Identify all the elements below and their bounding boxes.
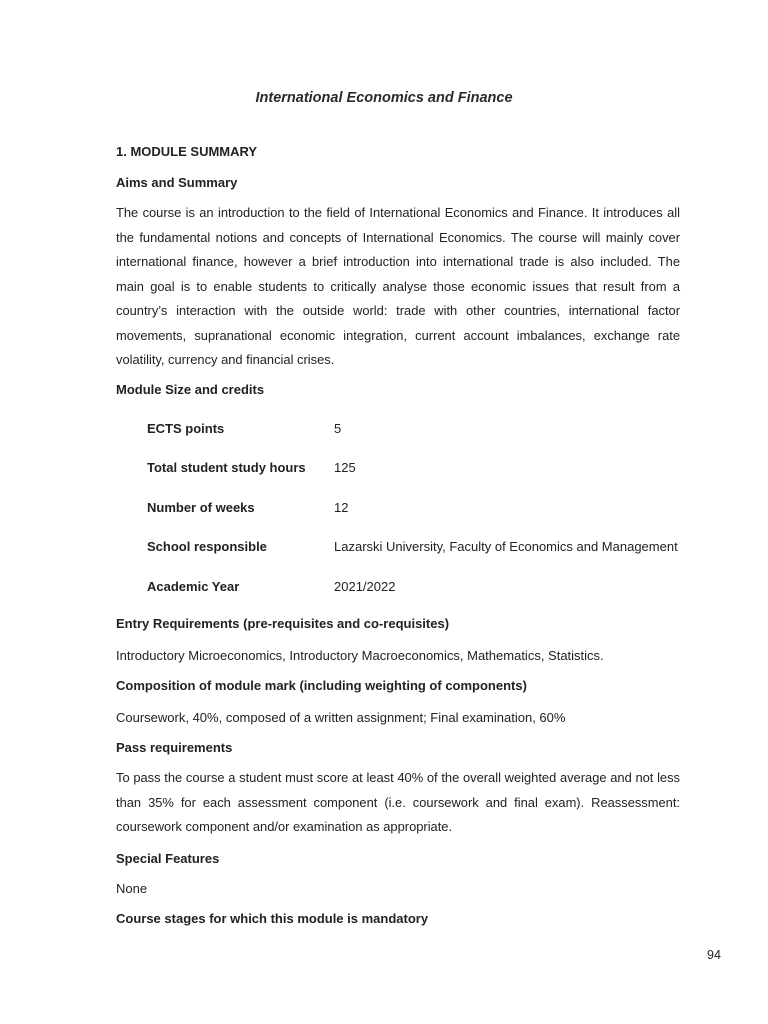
aims-paragraph <box>116 201 680 373</box>
composition-heading: Composition of module mark (including weighting of components) <box>116 678 527 693</box>
weeks-label: Number of weeks <box>147 500 255 515</box>
aims-line: movements, supranational economic integration, current account imbalances, exchange rate <box>116 327 680 343</box>
document-title: International Economics and Finance <box>255 90 513 106</box>
study-hours-value: 125 <box>334 460 356 475</box>
module-size-heading: Module Size and credits <box>116 382 265 397</box>
special-text: None <box>116 881 148 896</box>
aims-line: the fundamental notions and concepts of International Economics. The course will mainly cover <box>116 229 680 245</box>
pass-line: than 35% for each assessment component (i.e. coursework and final exam). Reassessment: <box>116 794 680 810</box>
entry-text: Introductory Microeconomics, Introductory Macroeconomics, Mathematics, Statistics. <box>116 648 604 663</box>
pass-line: coursework component and/or examination as appropriate. <box>116 819 453 834</box>
stages-heading: Course stages for which this module is mandatory <box>116 911 429 926</box>
study-hours-label: Total student study hours <box>147 460 306 475</box>
section-heading: 1. MODULE SUMMARY <box>116 144 258 159</box>
academic-year-label: Academic Year <box>147 579 240 594</box>
pass-line: To pass the course a student must score at least 40% of the overall weighted average and not less <box>116 770 680 785</box>
composition-text: Coursework, 40%, composed of a written assignment; Final examination, 60% <box>116 710 566 725</box>
school-value: Lazarski University, Faculty of Economics and Management <box>334 539 678 554</box>
aims-line: main goal is to enable students to critically analyse those economic issues that result from a <box>116 278 680 294</box>
academic-year-value: 2021/2022 <box>334 579 396 594</box>
pass-paragraph <box>116 766 680 840</box>
aims-line: The course is an introduction to the field of International Economics and Finance. It introduces all <box>116 205 680 220</box>
aims-line: country’s interaction with the outside world: trade with other countries, international factor <box>116 303 680 318</box>
aims-line: volatility, currency and financial crises. <box>116 352 335 367</box>
aims-heading: Aims and Summary <box>116 175 238 190</box>
ects-value: 5 <box>334 421 342 436</box>
aims-line: international finance, however a brief introduction into international trade is also included. The <box>116 254 680 269</box>
pass-heading: Pass requirements <box>116 740 233 755</box>
special-heading: Special Features <box>116 851 220 866</box>
page-number: 94 <box>707 948 721 962</box>
entry-heading: Entry Requirements (pre-requisites and co-requisites) <box>116 616 450 631</box>
school-label: School responsible <box>147 539 267 554</box>
weeks-value: 12 <box>334 500 349 515</box>
ects-label: ECTS points <box>147 421 225 436</box>
